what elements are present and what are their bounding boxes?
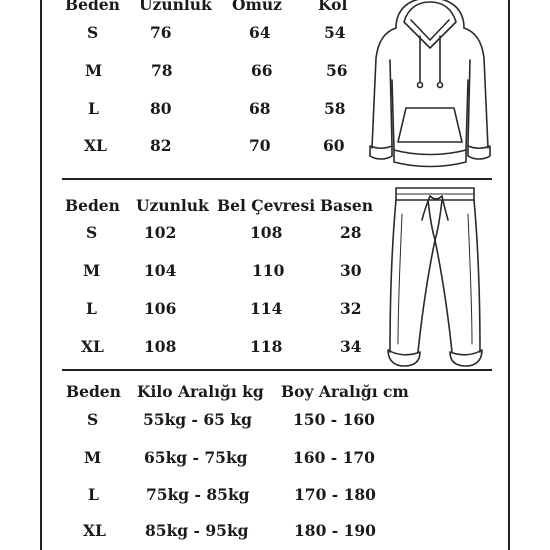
hip-cell: 32 <box>340 299 362 318</box>
header-bel-cevresi: Bel Çevresi <box>217 196 316 215</box>
divider-top <box>62 178 492 180</box>
length-cell: 106 <box>144 299 177 318</box>
size-cell: L <box>88 99 99 118</box>
weight-range-cell: 85kg - 95kg <box>145 521 249 540</box>
header-kol: Kol <box>318 0 348 14</box>
size-cell: M <box>85 61 103 80</box>
length-cell: 78 <box>151 61 173 80</box>
shoulder-cell: 68 <box>249 99 271 118</box>
sleeve-cell: 60 <box>323 136 345 155</box>
weight-range-cell: 65kg - 75kg <box>144 448 248 467</box>
length-cell: 80 <box>150 99 172 118</box>
left-border <box>40 0 42 550</box>
shoulder-cell: 66 <box>251 61 273 80</box>
size-cell: XL <box>83 521 106 540</box>
sleeve-cell: 58 <box>324 99 346 118</box>
header-beden: Beden <box>65 196 120 215</box>
header-omuz: Omuz <box>232 0 282 14</box>
sleeve-cell: 56 <box>326 61 348 80</box>
sleeve-cell: 54 <box>324 23 346 42</box>
waist-cell: 118 <box>250 337 283 356</box>
weight-range-cell: 75kg - 85kg <box>146 485 250 504</box>
waist-cell: 108 <box>250 223 283 242</box>
header-basen: Basen <box>320 196 374 215</box>
size-cell: S <box>87 410 99 429</box>
size-cell: M <box>84 448 102 467</box>
length-cell: 104 <box>144 261 177 280</box>
weight-range-cell: 55kg - 65 kg <box>143 410 252 429</box>
hoodie-icon <box>366 0 494 172</box>
hip-cell: 34 <box>340 337 362 356</box>
size-cell: M <box>83 261 101 280</box>
height-range-cell: 170 - 180 <box>294 485 376 504</box>
header-beden: Beden <box>66 382 121 401</box>
header-beden: Beden <box>65 0 120 14</box>
shoulder-cell: 70 <box>249 136 271 155</box>
header-boy-araligi: Boy Aralığı cm <box>281 382 409 401</box>
height-range-cell: 160 - 170 <box>293 448 375 467</box>
length-cell: 102 <box>144 223 177 242</box>
size-cell: XL <box>81 337 104 356</box>
sweatpants-icon <box>384 184 488 370</box>
shoulder-cell: 64 <box>249 23 271 42</box>
waist-cell: 110 <box>252 261 285 280</box>
header-uzunluk: Uzunluk <box>136 196 209 215</box>
size-cell: L <box>88 485 99 504</box>
hip-cell: 30 <box>340 261 362 280</box>
length-cell: 82 <box>150 136 172 155</box>
header-kilo-araligi: Kilo Aralığı kg <box>137 382 264 401</box>
right-border <box>508 0 510 550</box>
length-cell: 108 <box>144 337 177 356</box>
size-cell: XL <box>84 136 107 155</box>
length-cell: 76 <box>150 23 172 42</box>
hip-cell: 28 <box>340 223 362 242</box>
height-range-cell: 180 - 190 <box>294 521 376 540</box>
height-range-cell: 150 - 160 <box>293 410 375 429</box>
header-uzunluk: Uzunluk <box>139 0 212 14</box>
size-cell: S <box>87 23 99 42</box>
size-cell: L <box>86 299 97 318</box>
waist-cell: 114 <box>250 299 283 318</box>
size-cell: S <box>86 223 98 242</box>
